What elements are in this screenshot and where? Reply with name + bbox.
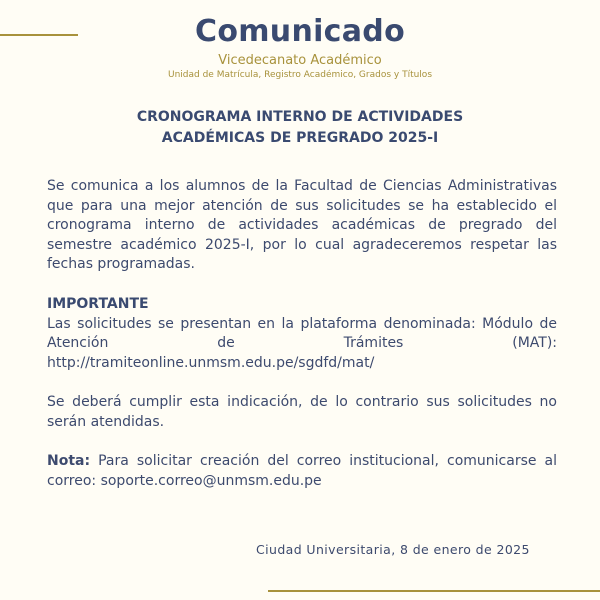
heading-line-1: CRONOGRAMA INTERNO DE ACTIVIDADES [136,109,464,125]
subtitle: Vicedecanato Académico [218,53,382,68]
important-text: Las solicitudes se presentan en la plataforma denominada: Módulo de Atención de Trámites (MAT): [47,315,557,352]
note-text: Para solicitar creación del correo institucional, comunicarse al correo: soporte.correo@unmsm.edu.pe [47,453,557,489]
important-label: IMPORTANTE [47,296,149,312]
date-line: Ciudad Universitaria, 8 de enero de 2025 [256,542,530,557]
page-title: Comunicado [195,14,405,49]
warning-paragraph: Se deberá cumplir esta indicación, de lo contrario sus solicitudes no serán atendidas. [47,394,557,430]
mat-url-link[interactable]: http://tramiteonline.unmsm.edu.pe/sgdfd/mat/ [47,354,375,371]
note-label: Nota: [47,453,91,469]
heading-line-2: ACADÉMICAS DE PREGRADO 2025-I [161,130,439,146]
bottom-right-divider [268,590,600,592]
important-section [47,295,557,373]
section-heading [0,107,600,149]
intro-paragraph: Se comunica a los alumnos de la Facultad de Ciencias Administrativas que para una mejor atención de sus solicitudes se ha establecido el cronograma interno de actividades académicas de pregrado del semestre académico 2025-I, por lo cual agradeceremos respetar las fechas programadas. [47,178,557,273]
unit-name: Unidad de Matrícula, Registro Académico, Grados y Títulos [167,70,433,80]
note-paragraph [47,452,557,491]
